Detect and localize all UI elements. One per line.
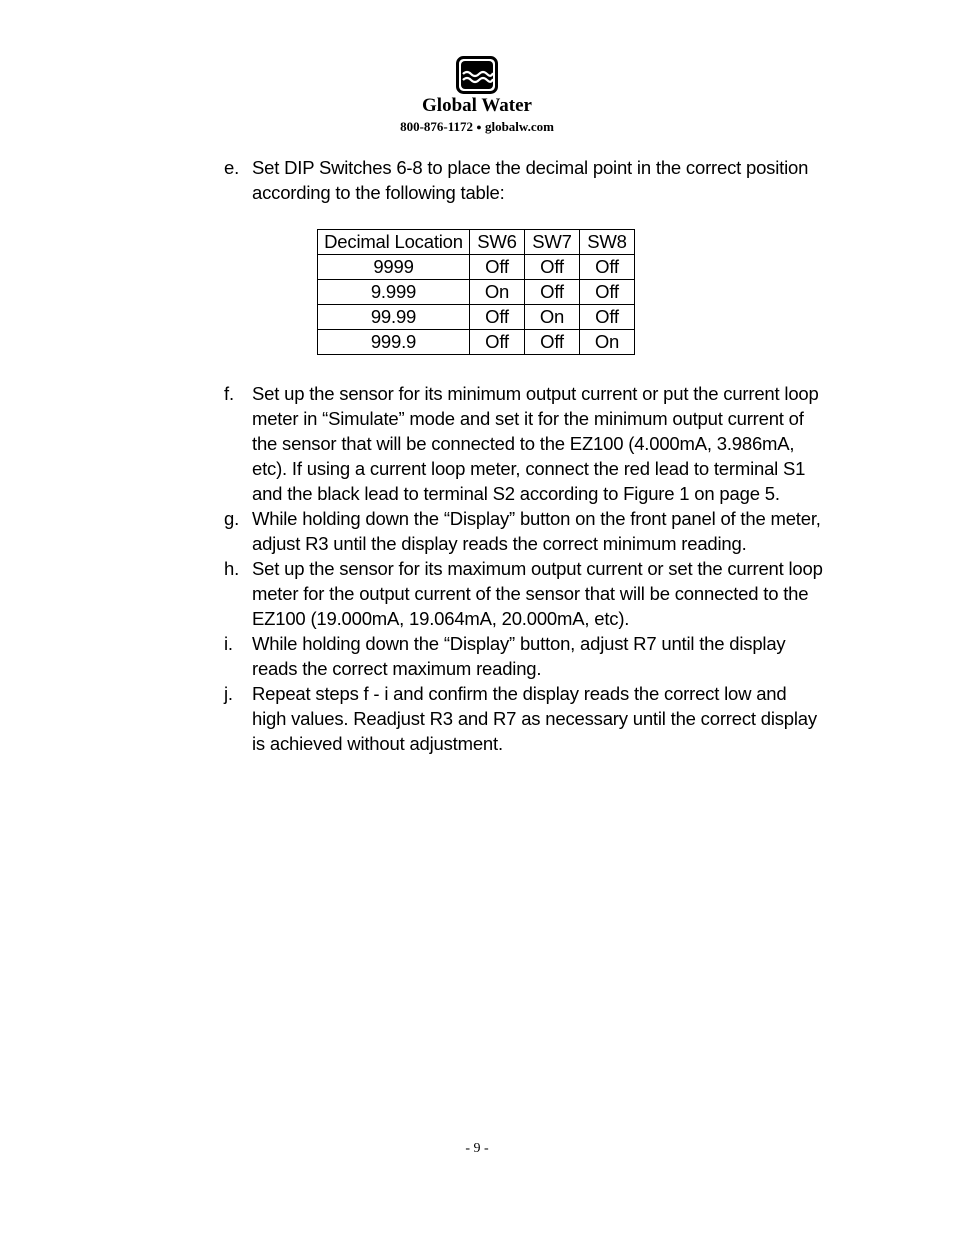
list-text: Repeat steps f - i and confirm the display reads the correct low and high values. Readjust R3 and R7 as necessary until the correct display is achieved without adjustment. (252, 683, 817, 754)
table-header-row (318, 230, 635, 255)
table-row (318, 255, 635, 280)
header-sw6: SW6 (470, 230, 525, 255)
instructions (224, 155, 824, 756)
list-text: Set DIP Switches 6-8 to place the decimal point in the correct position according to the following table: (252, 157, 809, 203)
table-cell: Off (470, 305, 525, 330)
contact-line (0, 118, 954, 136)
list-item-i (224, 631, 824, 681)
bullet-separator: ● (476, 122, 482, 132)
list-letter: e. (224, 157, 240, 178)
list-text: While holding down the “Display” button, adjust R7 until the display reads the correct maximum reading. (252, 633, 786, 679)
list-text: Set up the sensor for its maximum output current or set the current loop meter for the output current of the sensor that will be connected to the EZ100 (19.000mA, 19.064mA, 20.000mA, etc). (252, 558, 823, 629)
table-cell: Off (580, 305, 635, 330)
header-sw7: SW7 (525, 230, 580, 255)
table-cell: 9999 (318, 255, 470, 280)
table-cell: Off (470, 255, 525, 280)
list-item-h (224, 556, 824, 631)
table-cell: Off (580, 255, 635, 280)
phone-number: 800-876-1172 (400, 119, 474, 134)
table-cell: Off (525, 280, 580, 305)
list-letter: i. (224, 633, 233, 654)
list-item-j (224, 681, 824, 756)
table-cell: On (525, 305, 580, 330)
table-cell: On (470, 280, 525, 305)
header-sw8: SW8 (580, 230, 635, 255)
company-name: Global Water (422, 95, 532, 116)
list-item-g (224, 506, 824, 556)
list-item-f (224, 381, 824, 506)
list-item-e (224, 155, 824, 205)
page-number: - 9 - (465, 1141, 489, 1156)
list-letter: j. (224, 683, 233, 704)
table-cell: Off (525, 330, 580, 355)
list-text: Set up the sensor for its minimum output current or put the current loop meter in “Simulate” mode and set it for the minimum output current of the sensor that will be connected to the EZ100 (4.000mA, 3.986mA, etc). If using a current loop meter, connect the red lead to terminal S1 and the black lead to terminal S2 according to Figure 1 on page 5. (252, 383, 819, 504)
header-decimal-location: Decimal Location (318, 230, 470, 255)
table-cell: 999.9 (318, 330, 470, 355)
list-letter: g. (224, 508, 240, 529)
table-row (318, 280, 635, 305)
list-letter: h. (224, 558, 240, 579)
table-row (318, 305, 635, 330)
list-text: While holding down the “Display” button on the front panel of the meter, adjust R3 until the display reads the correct minimum reading. (252, 508, 821, 554)
table-row (318, 330, 635, 355)
dip-switch-table (317, 229, 635, 355)
table-cell: 9.999 (318, 280, 470, 305)
table-cell: Off (580, 280, 635, 305)
table-cell: 99.99 (318, 305, 470, 330)
table-cell: Off (525, 255, 580, 280)
table-cell: Off (470, 330, 525, 355)
table-cell: On (580, 330, 635, 355)
global-water-logo-icon (456, 56, 498, 94)
website: globalw.com (484, 119, 554, 134)
list-letter: f. (224, 383, 234, 404)
page-header (0, 56, 954, 136)
